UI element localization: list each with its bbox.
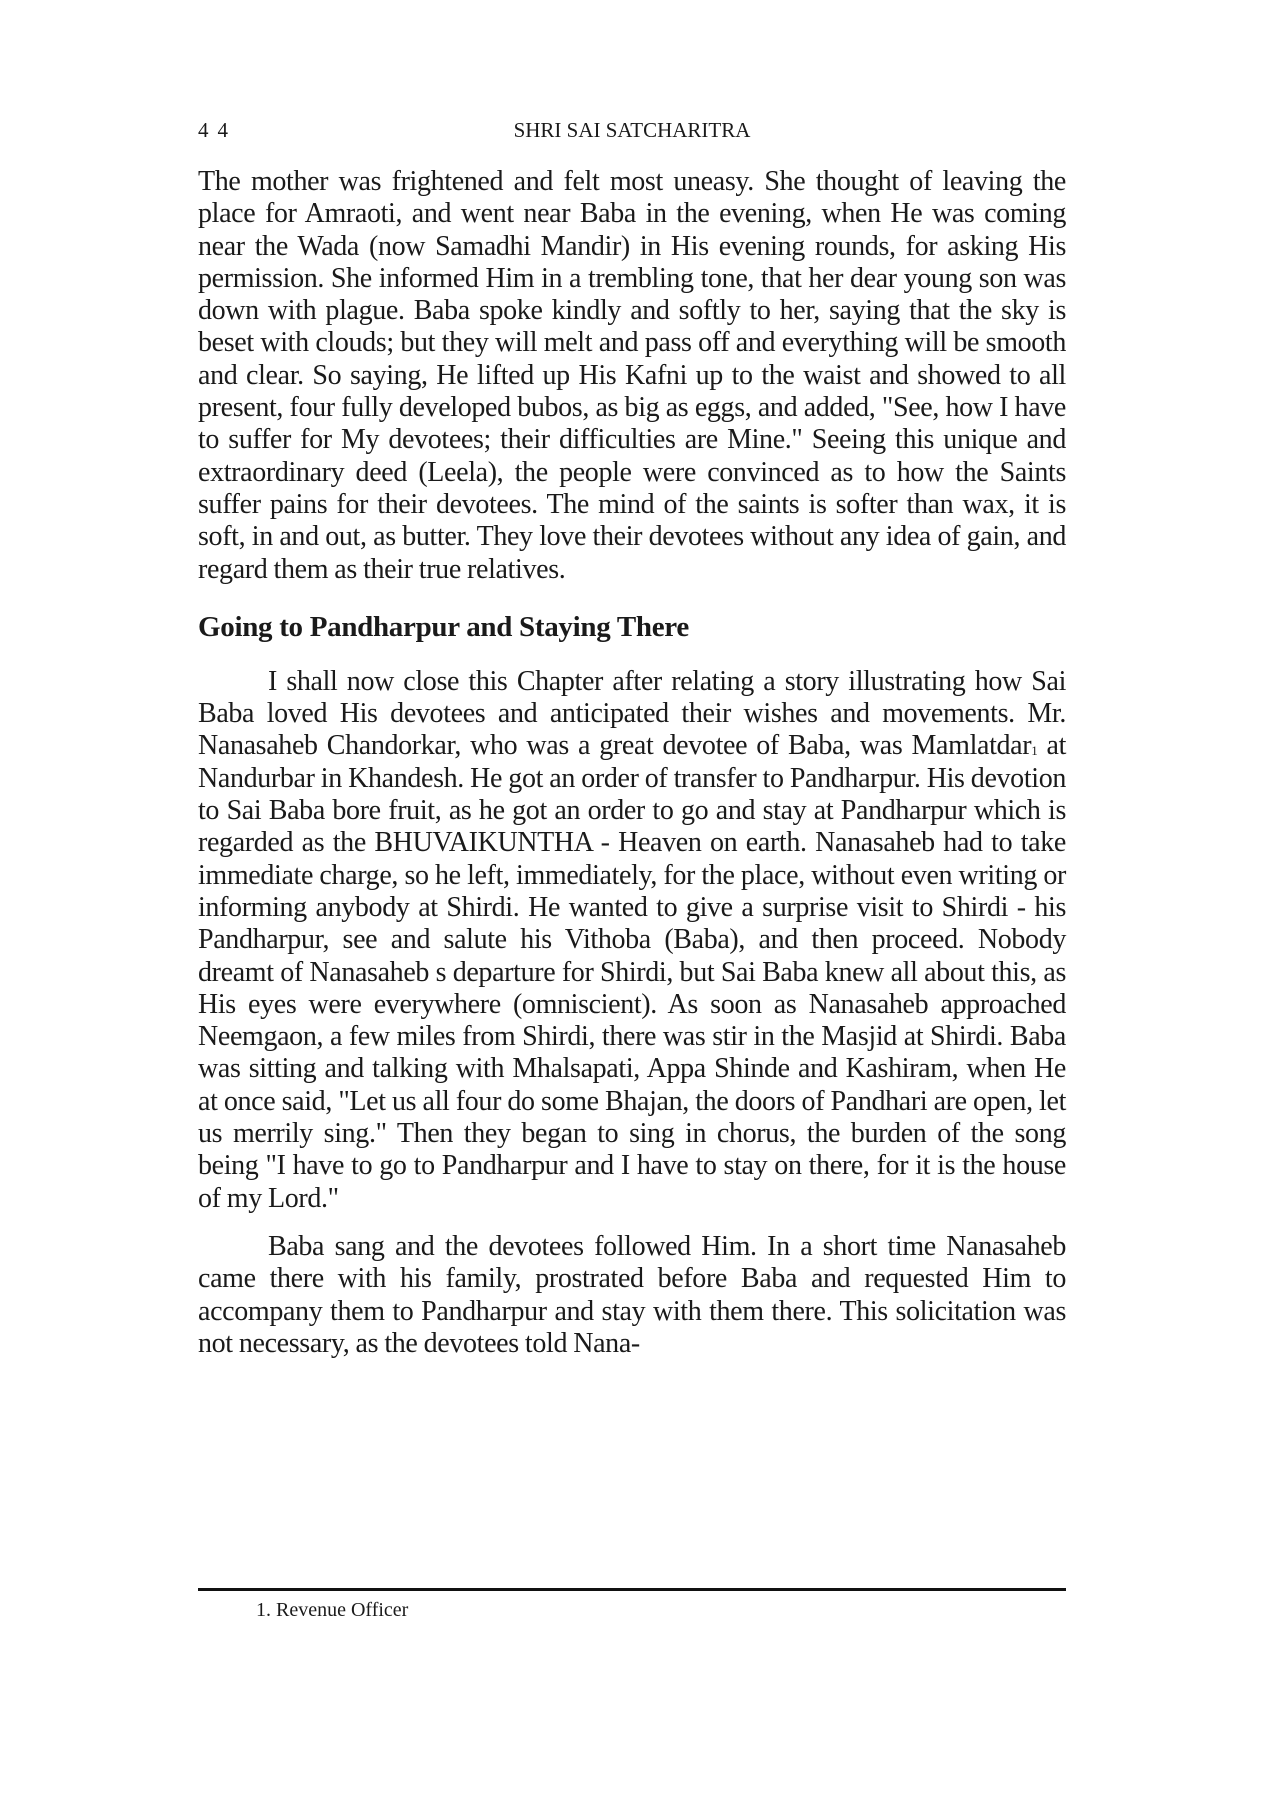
footnote-divider	[198, 1588, 1066, 1591]
paragraph-pandharpur-story	[198, 666, 1066, 1215]
footnote-reference[interactable]: 1	[1031, 743, 1038, 759]
paragraph-plague-story: The mother was frightened and felt most uneasy. She thought of leaving the place for Amraoti, and went near Baba in the evening, when He was coming near the Wada (now Samadhi Mandir) in His evening rounds, for asking His permission. She informed Him in a trembling tone, that her dear young son was down with plague. Baba spoke kindly and softly to her, saying that the sky is beset with clouds; but they will melt and pass off and everything will be smooth and clear. So saying, He lifted up His Kafni up to the waist and showed to all present, four fully developed bubos, as big as eggs, and added, "See, how I have to suffer for My devotees; their difficulties are Mine." Seeing this unique and extraordinary deed (Leela), the people were convinced as to how the Saints suffer pains for their devotees. The mind of the saints is softer than wax, it is soft, in and out, as butter. They love their devotees without any idea of gain, and regard them as their true relatives.	[198, 166, 1066, 585]
running-title: SHRI SAI SATCHARITRA	[513, 118, 751, 142]
paragraph-text-part2: at Nandurbar in Khandesh. He got an order of transfer to Pandharpur. His devotion to Sai Baba bore fruit, as he got an order to go and stay at Pandharpur which is regarded as the BHUVAIKUNTHA - Heaven on earth. Nanasaheb had to take immediate charge, so he left, immediately, for the place, without even writing or informing anybody at Shirdi. He wanted to give a surprise visit to Shirdi - his Pandharpur, see and salute his Vithoba (Baba), and then proceed. Nobody dreamt of Nanasaheb s departure for Shirdi, but Sai Baba knew all about this, as His eyes were everywhere (omniscient). As soon as Nanasaheb approached Neemgaon, a few miles from Shirdi, there was stir in the Masjid at Shirdi. Baba was sitting and talking with Mhalsapati, Appa Shinde and Kashiram, when He at once said, "Let us all four do some Bhajan, the doors of Pandhari are open, let us merrily sing." Then they began to sing in chorus, the burden of the song being "I have to go to Pandharpur and I have to stay on there, for it is the house of my Lord."	[198, 730, 1066, 1214]
paragraph-gap	[198, 1215, 1066, 1231]
paragraph-text-part1: I shall now close this Chapter after relating a story illustrating how Sai Baba loved His devotees and anticipated their wishes and movements. Mr. Nanasaheb Chandorkar, who was a great devotee of Baba, was Mamlatdar	[198, 665, 1066, 762]
running-head	[198, 117, 1066, 143]
footnote-text: Revenue Officer	[276, 1599, 409, 1621]
paragraph-baba-sang: Baba sang and the devotees followed Him. In a short time Nanasaheb came there with his family, prostrated before Baba and requested Him to accompany them to Pandharpur and stay with them there. This solicitation was not necessary, as the devotees told Nana-	[198, 1230, 1066, 1359]
page-number: 44	[198, 118, 237, 142]
page-body	[198, 166, 1066, 1360]
footnote-number: 1.	[256, 1599, 271, 1621]
footnote	[256, 1597, 408, 1623]
section-heading: Going to Pandharpur and Staying There	[198, 610, 689, 643]
